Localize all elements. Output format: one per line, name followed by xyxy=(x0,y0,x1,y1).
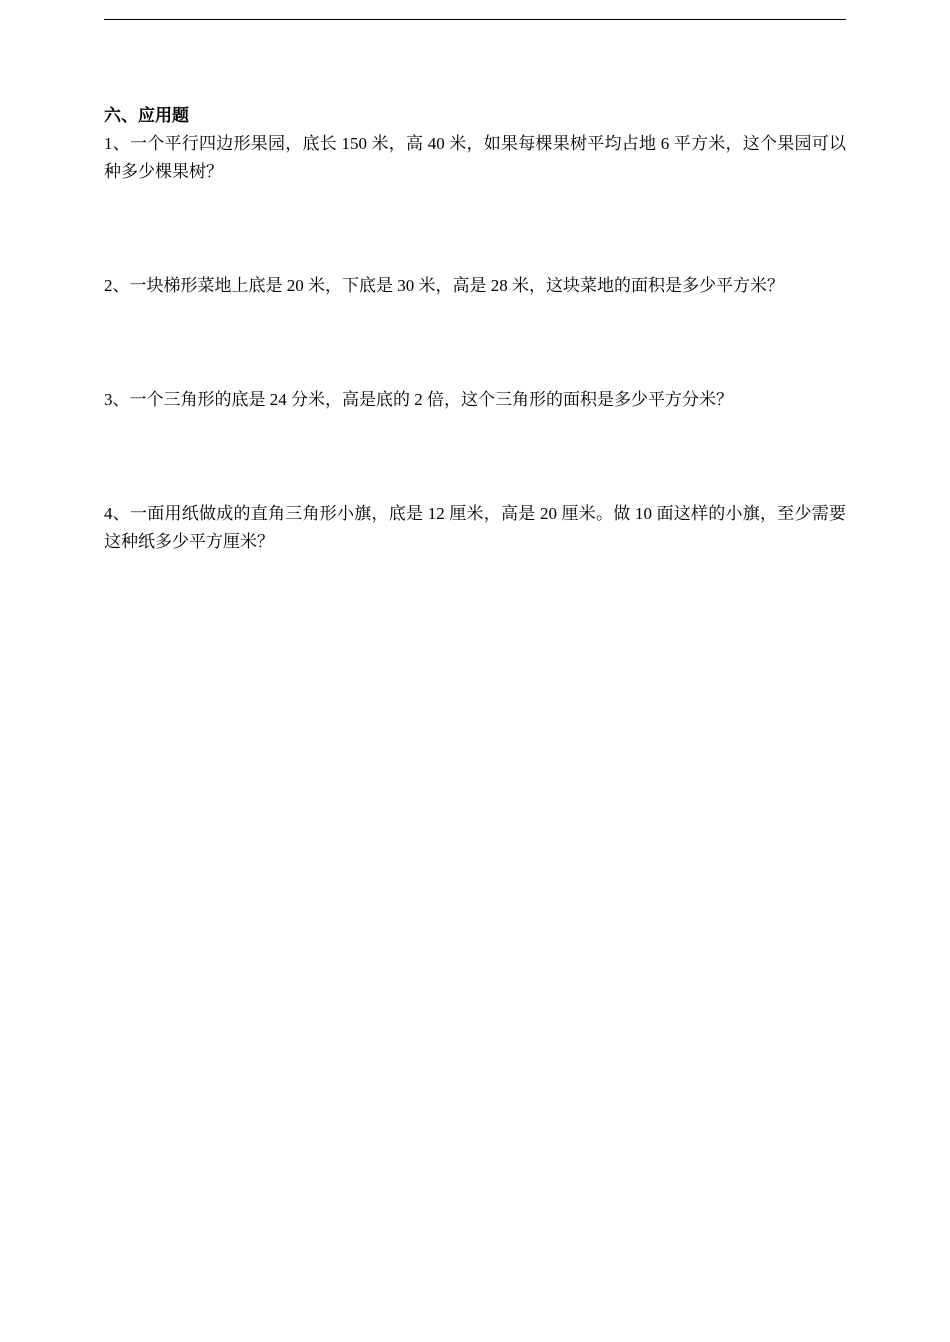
problem-3: 3、一个三角形的底是 24 分米，高是底的 2 倍，这个三角形的面积是多少平方分米？ xyxy=(104,390,733,409)
header-rule xyxy=(104,19,846,20)
worksheet-content xyxy=(104,103,846,556)
problem-1: 1、一个平行四边形果园，底长 150 米，高 40 米，如果每棵果树平均占地 6 平方米，这个果园可以种多少棵果树？ xyxy=(104,134,846,181)
problem-4: 4、一面用纸做成的直角三角形小旗，底是 12 厘米，高是 20 厘米。做 10 面这样的小旗，至少需要这种纸多少平方厘米？ xyxy=(104,504,846,551)
section-title: 六、应用题 xyxy=(104,106,189,125)
problem-2: 2、一块梯形菜地上底是 20 米，下底是 30 米，高是 28 米，这块菜地的面积是多少平方米？ xyxy=(104,276,784,295)
